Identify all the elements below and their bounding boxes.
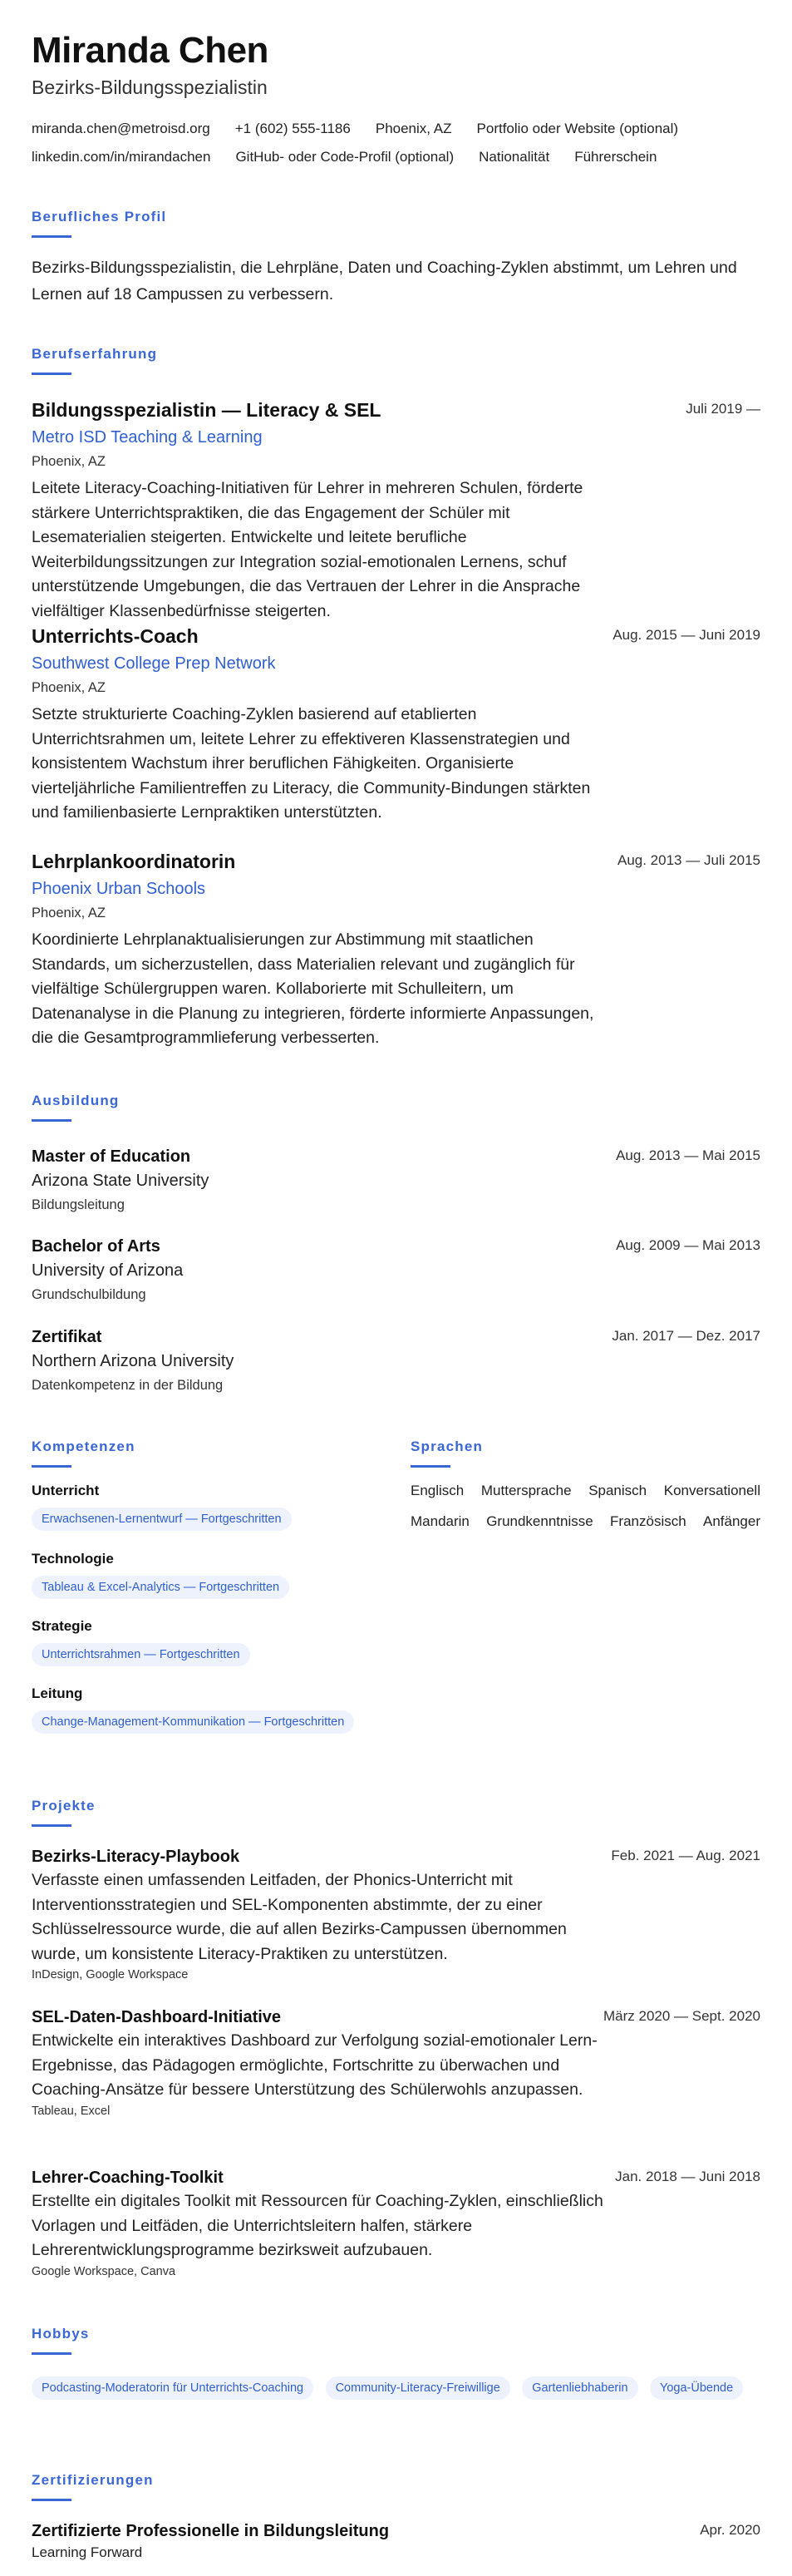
hobby-chip: Community-Literacy-Freiwillige xyxy=(326,2376,510,2400)
project-tools: Tableau, Excel xyxy=(32,2104,111,2118)
section-heading-experience: Berufserfahrung xyxy=(32,346,158,362)
hobby-chip: Gartenliebhaberin xyxy=(522,2376,637,2400)
skill-group-name: Leitung xyxy=(32,1685,83,1701)
language-name: Spanisch xyxy=(588,1483,647,1498)
certification-date: Apr. 2020 xyxy=(700,2522,760,2538)
degree: Bachelor of Arts xyxy=(32,1237,160,1256)
job-entry xyxy=(32,851,760,1051)
education-date: Jan. 2017 — Dez. 2017 xyxy=(612,1328,760,1344)
education-entry xyxy=(32,1237,760,1303)
language-level: Muttersprache xyxy=(480,1483,572,1498)
field-of-study: Bildungsleitung xyxy=(32,1197,125,1212)
skill-group xyxy=(32,1483,292,1531)
job-organization: Phoenix Urban Schools xyxy=(32,880,206,898)
skill-group xyxy=(32,1685,354,1734)
section-heading-education: Ausbildung xyxy=(32,1093,120,1108)
education-entry xyxy=(32,1147,760,1213)
field-of-study: Grundschulbildung xyxy=(32,1287,146,1302)
hobby-list xyxy=(32,2370,760,2400)
hobby-chip: Podcasting-Moderatorin für Unterrichts-Coaching xyxy=(32,2376,313,2400)
skill-group-name: Unterricht xyxy=(32,1483,100,1498)
contact-row xyxy=(32,115,760,143)
institution: University of Arizona xyxy=(32,1261,184,1280)
contact-license: Führerschein xyxy=(574,149,657,165)
contact-portfolio[interactable]: Portfolio oder Website (optional) xyxy=(476,121,679,136)
language-name: Mandarin xyxy=(411,1513,470,1529)
section-heading-skills: Kompetenzen xyxy=(32,1439,135,1454)
language-row xyxy=(411,1513,760,1530)
contact-nationality: Nationalität xyxy=(479,149,550,165)
project-description: Entwickelte ein interaktives Dashboard zur Verfolgung sozial-emotionaler Lern-Ergebnisse, das Pädagogen ermöglichte, Fortschritte zu überwachen und Coaching-Ansätze für bessere Unterstützung des Schülerwohls anzupassen. xyxy=(32,2031,598,2099)
project-description: Verfasste einen umfassenden Leitfaden, der Phonics-Unterricht mit Interventionsstrategien und SEL-Komponenten abstimmte, der zu einer Schlüsselressource wurde, die auf allen Bezirks-Campussen übernommen wurde, um konsistente Literacy-Praktiken zu unterstützen. xyxy=(32,1871,567,1963)
field-of-study: Datenkompetenz in der Bildung xyxy=(32,1378,224,1393)
education-entry xyxy=(32,1328,760,1394)
project-date: März 2020 — Sept. 2020 xyxy=(603,2008,760,2024)
education-date: Aug. 2013 — Mai 2015 xyxy=(616,1147,760,1163)
contact-phone[interactable]: +1 (602) 555-1186 xyxy=(234,121,351,136)
section-heading-certifications: Zertifizierungen xyxy=(32,2472,154,2488)
contact-email[interactable]: miranda.chen@metroisd.org xyxy=(32,121,210,136)
project-description: Erstellte ein digitales Toolkit mit Ressourcen für Coaching-Zyklen, einschließlich Vorlagen und Leitfäden, die Unterrichtsleitern halfen, stärkere Lehrerentwicklungsprogramme bezirksweit aufzubauen. xyxy=(32,2192,603,2259)
skill-chip: Erwachsenen-Lernentwurf — Fortgeschritten xyxy=(32,1508,292,1531)
language-level: Grundkenntnisse xyxy=(486,1513,593,1529)
project-entry xyxy=(32,2008,760,2118)
certification-entry xyxy=(32,2522,760,2561)
project-tools: InDesign, Google Workspace xyxy=(32,1968,189,1981)
project-entry xyxy=(32,2169,760,2278)
skill-chip: Unterrichtsrahmen — Fortgeschritten xyxy=(32,1643,250,1666)
job-title: Bildungsspezialistin — Literacy & SEL xyxy=(32,399,381,421)
contact-info xyxy=(32,115,760,171)
language-name: Englisch xyxy=(411,1483,465,1498)
job-date: Aug. 2013 — Juli 2015 xyxy=(617,852,760,868)
language-level: Konversationell xyxy=(663,1483,760,1498)
skill-chip: Change-Management-Kommunikation — Fortgeschritten xyxy=(32,1710,354,1734)
contact-location: Phoenix, AZ xyxy=(375,121,452,136)
job-description: Leitete Literacy-Coaching-Initiativen für Lehrer in mehreren Schulen, förderte stärkere Unterrichtspraktiken, die das Engagement der Schüler mit Lesematerialien steigerten. Entwickelte und leitete berufliche Weiterbildungssitzungen zur Integration sozial-emotionalen Lernens, schuf unterstützende Umgebungen, die das Vertrauen der Lehrer in die Ansprache vielfältiger Klassenbedürfnisse steigerten. xyxy=(32,479,583,620)
skill-group-name: Technologie xyxy=(32,1551,114,1567)
job-location: Phoenix, AZ xyxy=(32,454,106,469)
project-date: Jan. 2018 — Juni 2018 xyxy=(615,2169,760,2184)
job-organization: Southwest College Prep Network xyxy=(32,654,276,673)
project-date: Feb. 2021 — Aug. 2021 xyxy=(611,1848,760,1863)
job-location: Phoenix, AZ xyxy=(32,680,106,695)
job-entry xyxy=(32,625,760,826)
certification-title: Zertifizierte Professionelle in Bildungsleitung xyxy=(32,2522,390,2540)
profile-summary: Bezirks-Bildungsspezialistin, die Lehrpläne, Daten und Coaching-Zyklen abstimmt, um Lehren und Lernen auf 18 Campussen zu verbessern. xyxy=(32,259,737,303)
job-description: Setzte strukturierte Coaching-Zyklen basierend auf etablierten Unterrichtsrahmen um, leitete Lehrer zu effektiveren Klassenstrategien und konsistentem Wachstum ihrer beruflichen Fähigkeiten. Organisierte vierteljährliche Familientreffen zu Literacy, die Community-Bindungen stärkten und familienbasierte Lernpraktiken unterstützten. xyxy=(32,705,591,822)
institution: Northern Arizona University xyxy=(32,1352,234,1370)
institution: Arizona State University xyxy=(32,1172,209,1190)
language-row xyxy=(411,1483,760,1499)
job-organization: Metro ISD Teaching & Learning xyxy=(32,428,263,447)
job-date: Juli 2019 — xyxy=(686,401,760,417)
section-heading-profile: Berufliches Profil xyxy=(32,209,167,225)
language-level: Anfänger xyxy=(702,1513,760,1529)
language-name: Französisch xyxy=(610,1513,686,1529)
job-title: Unterrichts-Coach xyxy=(32,625,199,647)
job-date: Aug. 2015 — Juni 2019 xyxy=(612,627,760,643)
project-tools: Google Workspace, Canva xyxy=(32,2264,176,2278)
contact-linkedin[interactable]: linkedin.com/in/mirandachen xyxy=(32,149,211,165)
contact-github[interactable]: GitHub- oder Code-Profil (optional) xyxy=(235,149,455,165)
skill-group-name: Strategie xyxy=(32,1618,92,1634)
project-entry xyxy=(32,1848,760,1981)
skill-group xyxy=(32,1618,250,1666)
section-heading-projects: Projekte xyxy=(32,1798,96,1814)
skill-chip: Tableau & Excel-Analytics — Fortgeschritten xyxy=(32,1576,289,1599)
education-date: Aug. 2009 — Mai 2013 xyxy=(616,1237,760,1253)
certification-issuer: Learning Forward xyxy=(32,2544,143,2560)
job-entry xyxy=(32,399,760,624)
job-location: Phoenix, AZ xyxy=(32,906,106,920)
project-title: SEL-Daten-Dashboard-Initiative xyxy=(32,2008,282,2026)
section-heading-hobbies: Hobbys xyxy=(32,2326,90,2342)
candidate-name: Miranda Chen xyxy=(32,30,268,71)
degree: Master of Education xyxy=(32,1147,191,1166)
candidate-title: Bezirks-Bildungsspezialistin xyxy=(32,76,268,98)
project-title: Bezirks-Literacy-Playbook xyxy=(32,1848,240,1866)
project-title: Lehrer-Coaching-Toolkit xyxy=(32,2169,224,2187)
skill-group xyxy=(32,1551,289,1599)
job-description: Koordinierte Lehrplanaktualisierungen zur Abstimmung mit staatlichen Standards, um sicherzustellen, dass Materialien relevant und zugänglich für vielfältige Schülergruppen waren. Kollaborierte mit Schulleitern, um Datenanalyse in die Planung zu integrieren, förderte informierte Anpassungen, die die Gesamtprogrammlieferung verbesserten. xyxy=(32,930,594,1047)
hobby-chip: Yoga-Übende xyxy=(650,2376,743,2400)
contact-row xyxy=(32,143,760,171)
section-heading-languages: Sprachen xyxy=(411,1439,484,1454)
degree: Zertifikat xyxy=(32,1328,102,1346)
job-title: Lehrplankoordinatorin xyxy=(32,851,236,872)
